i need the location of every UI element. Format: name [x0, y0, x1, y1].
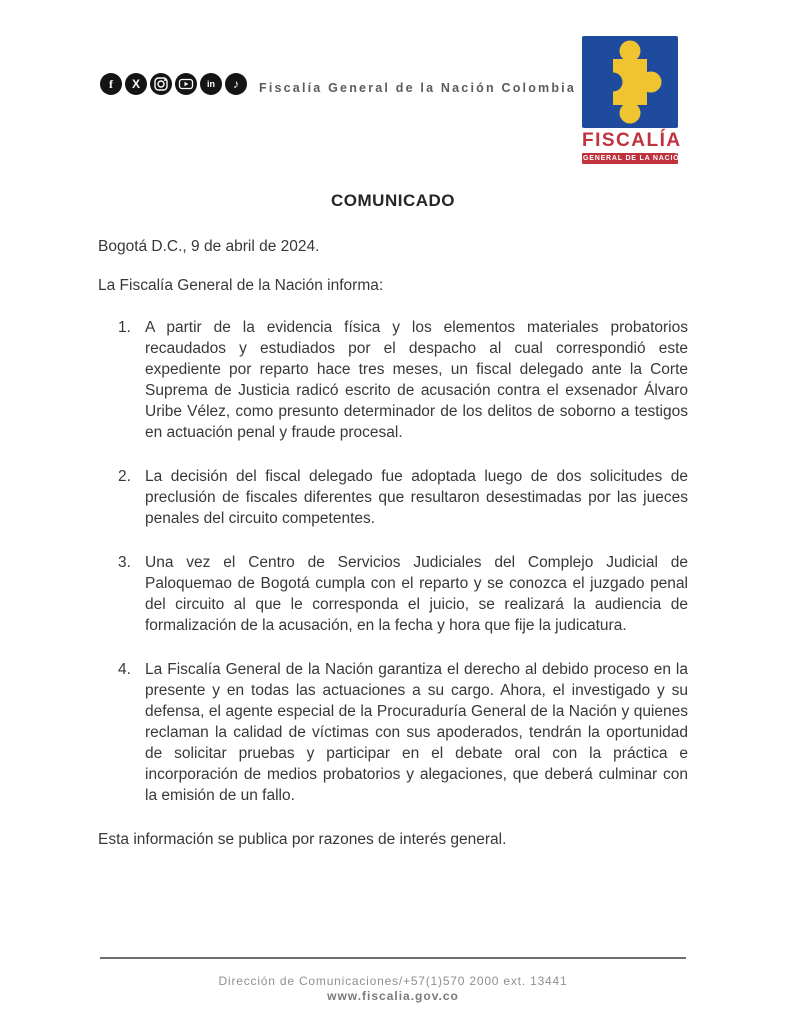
list-item	[98, 317, 688, 443]
facebook-icon[interactable]: f	[100, 73, 122, 95]
footer-website-link[interactable]: www.fiscalia.gov.co	[327, 989, 459, 1003]
footer	[100, 974, 686, 1004]
item-text: A partir de la evidencia física y los elementos materiales probatorios recaudados y estudiados por el despacho al cual correspondió este expediente por reparto hace tres meses, un fiscal delegado ante la Corte Suprema de Justicia radicó escrito de acusación contra el exsenador Álvaro Uribe Vélez, como presunto determinador de los delitos de soborno a testigos en actuación penal y fraude procesal.	[145, 319, 688, 441]
linkedin-icon[interactable]	[200, 73, 222, 95]
footer-contact: Dirección de Comunicaciones/+57(1)570 2000 ext. 13441	[218, 974, 568, 988]
puzzle-piece-icon	[582, 36, 678, 128]
item-text: Una vez el Centro de Servicios Judiciales del Complejo Judicial de Paloquemao de Bogotá cumpla con el reparto y se conozca el juzgado penal del circuito al que le corresponda el juicio, se realizará la audiencia de formalización de la acusación, en la fecha y hora que fije la judicatura.	[145, 554, 688, 634]
social-icons-row	[100, 73, 247, 95]
fiscalia-logo	[582, 36, 686, 164]
closing-line: Esta información se publica por razones de interés general.	[98, 831, 507, 848]
tiktok-icon[interactable]: ♪	[225, 73, 247, 95]
logo-banner: GENERAL DE LA NACIÓN	[583, 154, 686, 162]
list-item	[98, 552, 688, 636]
list-item	[98, 466, 688, 529]
list-item	[98, 659, 688, 806]
document-title: COMUNICADO	[331, 191, 455, 210]
logo-puzzle-box	[582, 36, 678, 128]
account-handle: Fiscalía General de la Nación Colombia	[259, 81, 577, 95]
youtube-glyph	[177, 75, 195, 93]
item-number: 4.	[118, 661, 131, 678]
logo-wordmark: FISCALÍA	[582, 130, 682, 151]
instagram-icon[interactable]	[150, 73, 172, 95]
x-icon[interactable]: X	[125, 73, 147, 95]
item-text: La decisión del fiscal delegado fue adoptada luego de dos solicitudes de preclusión de fiscales diferentes que resultaron desestimadas por las jueces penales del circuito competentes.	[145, 468, 688, 527]
linkedin-glyph: in	[207, 78, 215, 89]
youtube-icon[interactable]	[175, 73, 197, 95]
instagram-glyph	[152, 75, 170, 93]
footer-divider	[100, 957, 686, 959]
item-number: 2.	[118, 468, 131, 485]
item-number: 1.	[118, 319, 131, 336]
intro-line: La Fiscalía General de la Nación informa:	[98, 277, 384, 294]
item-text: La Fiscalía General de la Nación garantiza el derecho al debido proceso en la presente y en todas las actuaciones a su cargo. Ahora, el investigado y su defensa, el agente especial de la Procuraduría General de la Nación y quienes reclaman la calidad de víctimas con sus apoderados, tendrán la oportunidad de solicitar pruebas y participar en el debate oral con la práctica e incorporación de medios probatorios y alegaciones, que deberá culminar con la emisión de un fallo.	[145, 661, 688, 804]
item-number: 3.	[118, 554, 131, 571]
document-body	[98, 190, 688, 850]
dateline: Bogotá D.C., 9 de abril de 2024.	[98, 238, 320, 255]
numbered-list	[98, 317, 688, 806]
